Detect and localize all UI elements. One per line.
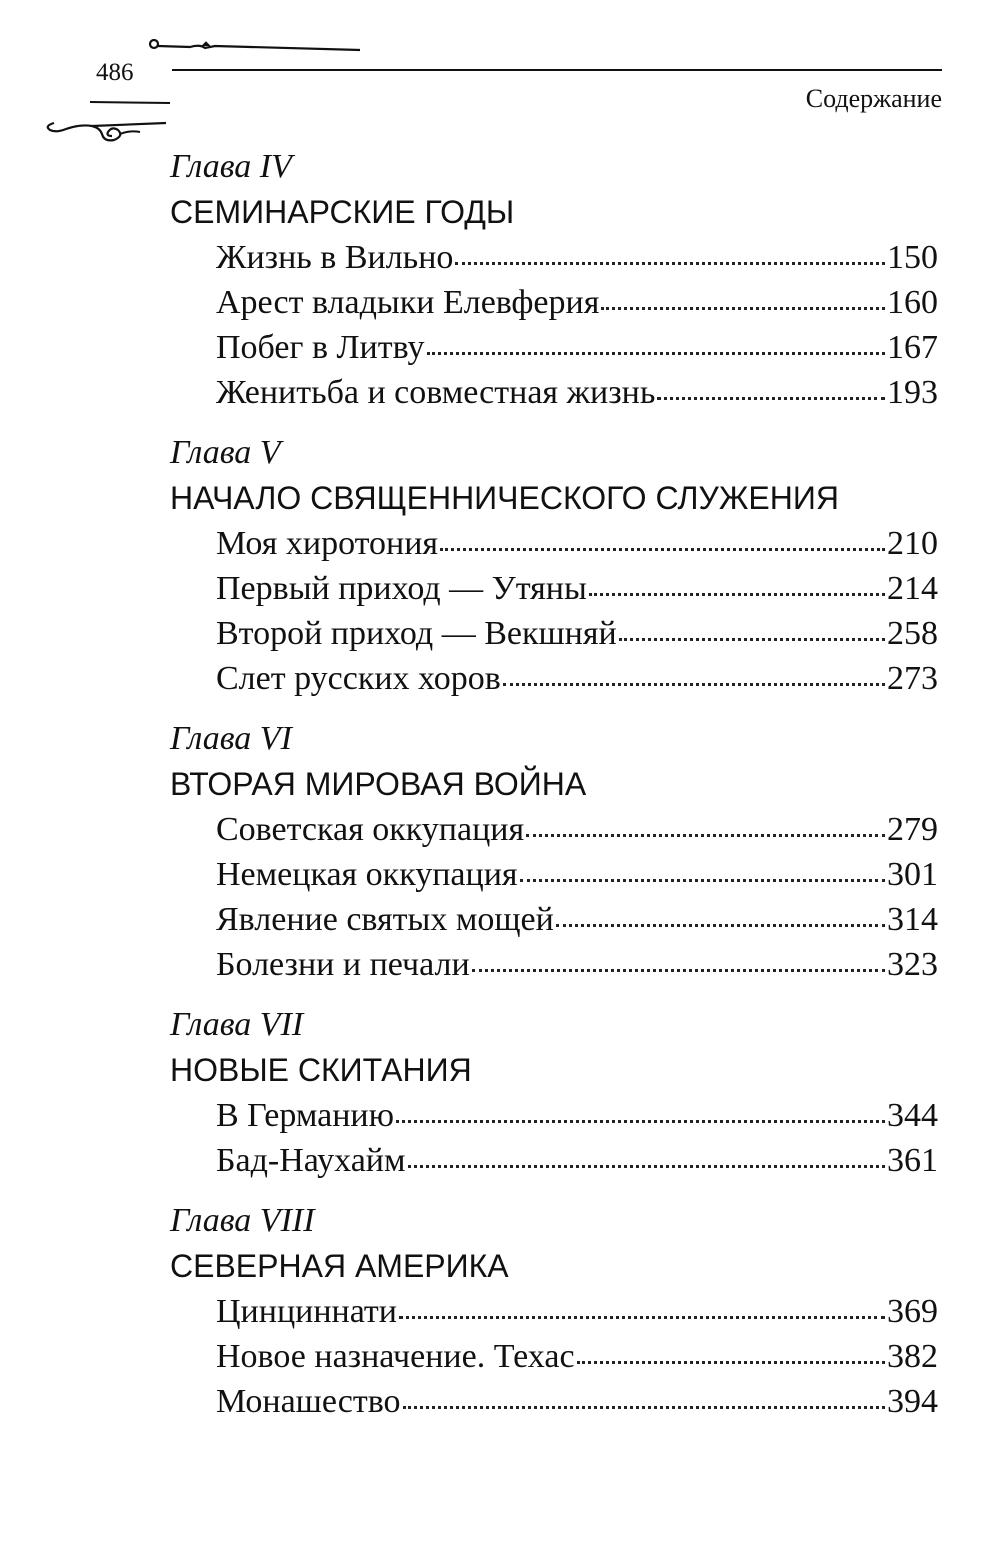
toc-entry[interactable] xyxy=(216,1289,938,1334)
toc-entry[interactable] xyxy=(216,1138,938,1183)
entry-page-number: 361 xyxy=(887,1142,938,1179)
entry-page-number: 193 xyxy=(887,374,938,411)
entry-list xyxy=(170,235,938,415)
entry-title: Второй приход — Векшняй xyxy=(216,615,617,652)
dot-leader xyxy=(601,307,885,310)
entry-page-number: 369 xyxy=(887,1293,938,1330)
chapter-v xyxy=(170,431,938,701)
entry-title: Слет русских хоров xyxy=(216,660,501,697)
entry-page-number: 258 xyxy=(887,615,938,652)
entry-page-number: 210 xyxy=(887,525,938,562)
dot-leader xyxy=(455,262,885,265)
dot-leader xyxy=(657,397,885,400)
entry-page-number: 150 xyxy=(887,239,938,276)
entry-title: Новое назначение. Техас xyxy=(216,1338,575,1375)
entry-title: Арест владыки Елевферия xyxy=(216,284,600,321)
entry-title: Монашество xyxy=(216,1383,401,1420)
dot-leader xyxy=(403,1406,885,1409)
dot-leader xyxy=(427,352,886,355)
entry-title: Цинциннати xyxy=(216,1293,397,1330)
entry-page-number: 279 xyxy=(887,811,938,848)
entry-page-number: 167 xyxy=(887,329,938,366)
page-number: 486 xyxy=(96,59,134,86)
dot-leader xyxy=(472,969,885,972)
entry-title: Явление святых мощей xyxy=(216,901,554,938)
toc-entry[interactable] xyxy=(216,370,938,415)
toc-entry[interactable] xyxy=(216,566,938,611)
chapter-label: Глава VII xyxy=(170,1006,304,1043)
dot-leader xyxy=(440,548,885,551)
entry-title: Побег в Литву xyxy=(216,329,425,366)
dot-leader xyxy=(589,593,885,596)
entry-title: Немецкая оккупация xyxy=(216,856,518,893)
entry-title: В Германию xyxy=(216,1097,394,1134)
entry-list xyxy=(170,807,938,987)
toc-entry[interactable] xyxy=(216,280,938,325)
entry-title: Моя хиротония xyxy=(216,525,439,562)
entry-title: Болезни и печали xyxy=(216,946,470,983)
chapter-viii xyxy=(170,1199,938,1424)
chapter-label: Глава IV xyxy=(170,148,292,185)
running-title: Содержание xyxy=(805,84,942,113)
entry-page-number: 323 xyxy=(887,946,938,983)
entry-list xyxy=(170,521,938,701)
toc-entry[interactable] xyxy=(216,235,938,280)
toc-entry[interactable] xyxy=(216,611,938,656)
chapter-label: Глава V xyxy=(170,434,281,471)
toc-entry[interactable] xyxy=(216,325,938,370)
toc-entry[interactable] xyxy=(216,1334,938,1379)
dot-leader xyxy=(577,1361,885,1364)
dot-leader xyxy=(408,1165,885,1168)
header-rule xyxy=(172,69,942,71)
entry-title: Жизнь в Вильно xyxy=(216,239,454,276)
entry-page-number: 273 xyxy=(887,660,938,697)
dot-leader xyxy=(399,1316,885,1319)
dot-leader xyxy=(396,1120,885,1123)
chapter-title: ВТОРАЯ МИРОВАЯ ВОЙНА xyxy=(170,766,587,802)
toc-entry[interactable] xyxy=(216,942,938,987)
entry-title: Советская оккупация xyxy=(216,811,525,848)
table-of-contents xyxy=(170,145,938,1440)
dot-leader xyxy=(619,638,885,641)
entry-page-number: 160 xyxy=(887,284,938,321)
toc-entry[interactable] xyxy=(216,1093,938,1138)
entry-title: Первый приход — Утяны xyxy=(216,570,587,607)
chapter-title: СЕВЕРНАЯ АМЕРИКА xyxy=(170,1248,509,1284)
dot-leader xyxy=(556,924,885,927)
entry-page-number: 382 xyxy=(887,1338,938,1375)
toc-entry[interactable] xyxy=(216,1379,938,1424)
chapter-vi xyxy=(170,717,938,987)
toc-entry[interactable] xyxy=(216,521,938,566)
toc-entry[interactable] xyxy=(216,852,938,897)
toc-entry[interactable] xyxy=(216,897,938,942)
toc-entry[interactable] xyxy=(216,656,938,701)
dot-leader xyxy=(520,879,885,882)
chapter-title: НАЧАЛО СВЯЩЕННИЧЕСКОГО СЛУЖЕНИЯ xyxy=(170,480,839,516)
entry-page-number: 214 xyxy=(887,570,938,607)
dot-leader xyxy=(526,834,885,837)
entry-page-number: 394 xyxy=(887,1383,938,1420)
chapter-vii xyxy=(170,1003,938,1183)
entry-page-number: 301 xyxy=(887,856,938,893)
chapter-label: Глава VI xyxy=(170,720,292,757)
entry-list xyxy=(170,1289,938,1424)
chapter-title: НОВЫЕ СКИТАНИЯ xyxy=(170,1052,472,1088)
toc-entry[interactable] xyxy=(216,807,938,852)
entry-title: Женитьба и совместная жизнь xyxy=(216,374,656,411)
chapter-label: Глава VIII xyxy=(170,1202,315,1239)
entry-list xyxy=(170,1093,938,1183)
chapter-iv xyxy=(170,145,938,415)
chapter-title: СЕМИНАРСКИЕ ГОДЫ xyxy=(170,194,515,230)
flourish-ornament-icon xyxy=(40,30,370,160)
entry-page-number: 314 xyxy=(887,901,938,938)
entry-page-number: 344 xyxy=(887,1097,938,1134)
entry-title: Бад-Наухайм xyxy=(216,1142,406,1179)
dot-leader xyxy=(503,683,885,686)
